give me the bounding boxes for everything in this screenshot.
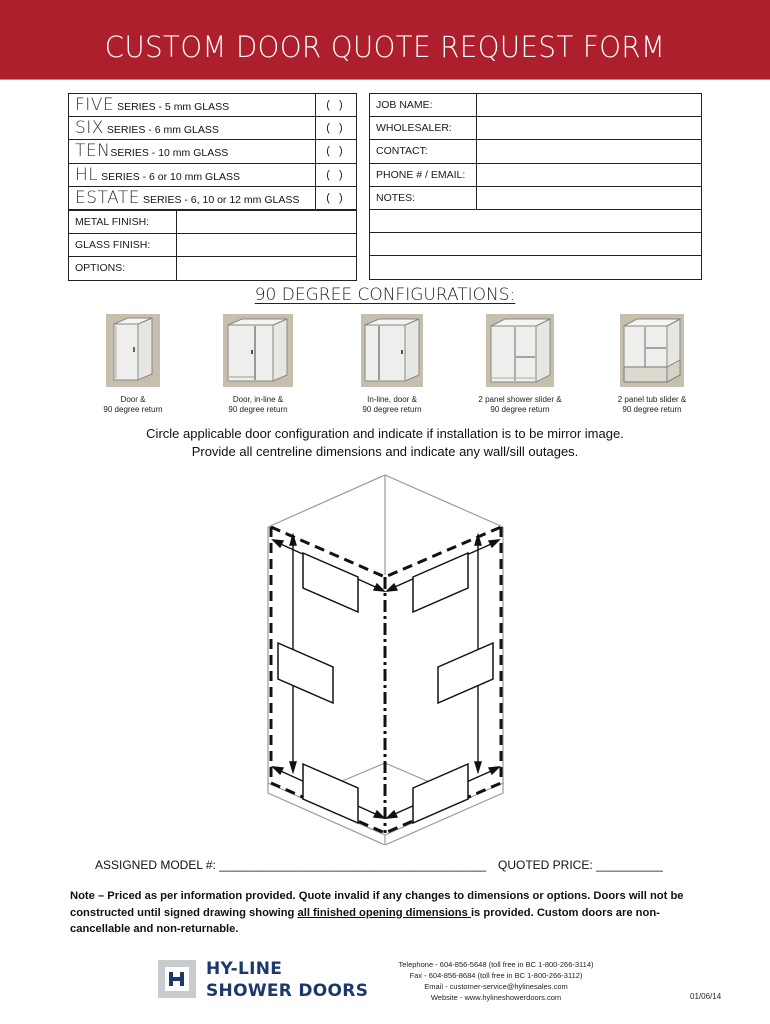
config-caption: Door, in-line & 90 degree return (228, 395, 288, 414)
website-link[interactable]: Website - www.hylineshowerdoors.com (430, 993, 562, 1002)
terms-note: Note – Priced as per information provided. Quote invalid if any changes to dimensions or options. Doors will not be constructed until signed drawing showing all finished opening dimensions is provided. Custom doors are non-cancellable and non-returnable. (70, 890, 684, 935)
instructions-text: Circle applicable door configuration and indicate if installation is to be mirror image. Provide all centreline dimensions and indicate any wall/sill outages. (146, 426, 624, 459)
metal-finish-row (69, 211, 357, 234)
notes-row (370, 186, 702, 209)
revision-date: 01/06/14 (690, 992, 722, 1001)
notes-line-row (370, 233, 702, 256)
form-title: CUSTOM DOOR QUOTE REQUEST FORM (104, 30, 666, 64)
phone-email-row (370, 163, 702, 186)
options-field[interactable] (177, 257, 357, 280)
series-row-five (69, 94, 357, 117)
door-inline-return-icon (223, 314, 293, 387)
contact-row (370, 140, 702, 163)
series-selection-table (68, 93, 357, 210)
notes-line-2[interactable] (370, 233, 702, 256)
door-return-icon (106, 314, 160, 387)
wholesaler-label: WHOLESALER: (370, 117, 477, 140)
series-row-estate (69, 186, 357, 209)
config-caption: 2 panel tub slider & 90 degree return (617, 395, 687, 414)
quoted-price-field[interactable]: __________ (596, 858, 663, 872)
contact-label: CONTACT: (370, 140, 477, 163)
series-checkbox-hl[interactable]: ( ) (316, 163, 357, 186)
series-label: HL SERIES - 6 or 10 mm GLASS (69, 163, 316, 186)
dim-box-mid-right (438, 643, 493, 703)
contact-field[interactable] (477, 140, 702, 163)
assigned-model-label: ASSIGNED MODEL #: (95, 858, 216, 872)
tub-slider-icon (620, 314, 684, 387)
series-label: TENSERIES - 10 mm GLASS (69, 140, 316, 163)
assigned-model-field[interactable]: ________________________________________ (219, 858, 487, 872)
series-label: SIX SERIES - 6 mm GLASS (69, 117, 316, 140)
header-banner (0, 0, 770, 80)
phone-email-label: PHONE # / EMAIL: (370, 163, 477, 186)
notes-label: NOTES: (370, 186, 477, 209)
metal-finish-label: METAL FINISH: (69, 211, 177, 234)
notes-line-row (370, 209, 702, 232)
options-row (69, 257, 357, 280)
notes-line-3[interactable] (370, 256, 702, 279)
assigned-model (95, 858, 486, 872)
notes-field[interactable] (477, 186, 702, 209)
series-label: FIVE SERIES - 5 mm GLASS (69, 94, 316, 117)
quoted-price-label: QUOTED PRICE: (498, 858, 593, 872)
contact-info (380, 959, 612, 1003)
glass-finish-field[interactable] (177, 234, 357, 257)
series-checkbox-estate[interactable]: ( ) (316, 186, 357, 209)
series-row-hl (69, 163, 357, 186)
options-label: OPTIONS: (69, 257, 177, 280)
config-tub-slider-return[interactable] (587, 314, 717, 415)
underlined-requirement: all finished opening dimensions (297, 906, 471, 919)
config-caption: In-line, door & 90 degree return (362, 395, 422, 414)
telephone: Telephone - 604-856-5648 (toll free in BC 1-800-266-3114) (398, 960, 594, 969)
job-name-row (370, 94, 702, 117)
phone-email-field[interactable] (477, 163, 702, 186)
config-door-inline-return[interactable] (193, 314, 323, 415)
company-name: HY-LINE SHOWER DOORS (206, 959, 369, 1001)
email-link[interactable]: Email - customer-service@hylinesales.com (424, 982, 568, 991)
dim-box-bottom-right (413, 764, 468, 823)
metal-finish-field[interactable] (177, 211, 357, 234)
series-row-six (69, 117, 357, 140)
config-inline-door-return[interactable] (327, 314, 457, 415)
job-name-field[interactable] (477, 94, 702, 117)
config-shower-slider-return[interactable] (455, 314, 585, 415)
shower-slider-icon (486, 314, 554, 387)
config-caption: 2 panel shower slider & 90 degree return (478, 395, 562, 414)
notes-line-1[interactable] (370, 209, 702, 232)
dimension-diagram (258, 465, 518, 850)
series-checkbox-ten[interactable]: ( ) (316, 140, 357, 163)
wholesaler-row (370, 117, 702, 140)
inline-door-return-icon (361, 314, 423, 387)
finish-options-table (68, 210, 357, 281)
fax: Fax - 604-856-8684 (toll free in BC 1-800-266-3112) (409, 971, 583, 980)
series-row-ten (69, 140, 357, 163)
notes-line-row (370, 256, 702, 279)
dim-box-mid-left (278, 643, 333, 703)
config-door-return[interactable] (68, 314, 198, 415)
quoted-price (498, 858, 663, 872)
series-checkbox-five[interactable]: ( ) (316, 94, 357, 117)
hyline-logo-icon (158, 960, 196, 998)
configurations-title: 90 DEGREE CONFIGURATIONS: (254, 285, 516, 305)
series-checkbox-six[interactable]: ( ) (316, 117, 357, 140)
wholesaler-field[interactable] (477, 117, 702, 140)
glass-finish-row (69, 234, 357, 257)
dim-box-bottom-left (303, 764, 358, 823)
job-info-table (369, 93, 702, 280)
series-label: ESTATE SERIES - 6, 10 or 12 mm GLASS (69, 186, 316, 209)
job-name-label: JOB NAME: (370, 94, 477, 117)
glass-finish-label: GLASS FINISH: (69, 234, 177, 257)
config-caption: Door & 90 degree return (103, 395, 163, 414)
